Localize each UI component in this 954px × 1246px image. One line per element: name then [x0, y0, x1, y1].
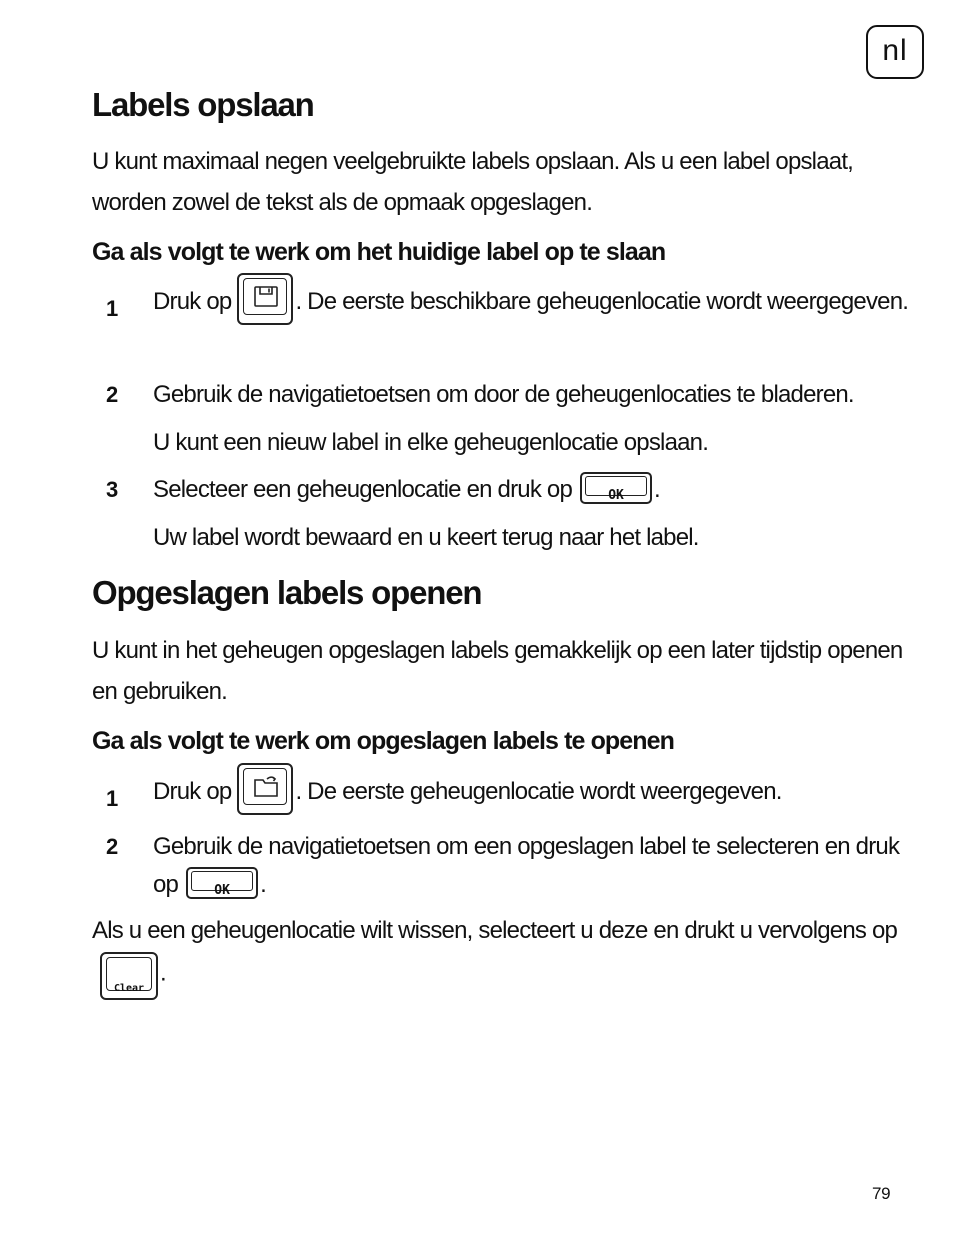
- step-text: Selecteer een geheugenlocatie en druk op: [153, 476, 573, 503]
- step-number: 2: [106, 382, 118, 407]
- clear-key-icon: [100, 952, 158, 1000]
- step-text: . De eerste geheugenlocatie wordt weergegeven.: [295, 778, 782, 805]
- save-step-2-note: U kunt een nieuw label in elke geheugenlocatie opslaan.: [153, 429, 709, 456]
- intro-paragraph-1: U kunt maximaal negen veelgebruikte labels opslaan. Als u een label opslaat, worden zowel de tekst als de opmaak opgeslagen.: [92, 148, 854, 216]
- ok-key-label: OK: [214, 882, 230, 898]
- step-number: 1: [106, 786, 118, 811]
- save-key-icon: [237, 273, 293, 325]
- ok-key-label: OK: [608, 487, 624, 503]
- ok-key-icon: [186, 867, 258, 899]
- clear-paragraph: [92, 912, 912, 998]
- clear-text: Als u een geheugenlocatie wilt wissen, selecteert u deze en drukt u vervolgens op: [92, 917, 898, 944]
- step-text: .: [260, 871, 266, 898]
- open-folder-key-icon: [237, 763, 293, 815]
- intro-paragraph-2: U kunt in het geheugen opgeslagen labels gemakkelijk op een later tijdstip openen en gebruiken.: [92, 637, 903, 705]
- subheading-save-steps: Ga als volgt te werk om het huidige label op te slaan: [92, 238, 666, 266]
- step-number: 3: [106, 477, 118, 502]
- heading-opgeslagen-labels-openen: Opgeslagen labels openen: [92, 574, 482, 611]
- subheading-open-steps: Ga als volgt te werk om opgeslagen labels te openen: [92, 727, 675, 755]
- step-text: Gebruik de navigatietoetsen om door de geheugenlocaties te bladeren.: [153, 381, 854, 408]
- step-text: Druk op: [153, 288, 232, 315]
- step-text: .: [654, 476, 660, 503]
- step-number: 2: [106, 834, 118, 859]
- clear-key-label: Clear: [113, 983, 145, 994]
- ok-key-icon: [580, 472, 652, 504]
- language-tab: nl: [866, 25, 924, 79]
- heading-labels-opslaan: Labels opslaan: [92, 86, 314, 123]
- step-text: Druk op: [153, 778, 232, 805]
- step-text: . De eerste beschikbare geheugenlocatie wordt weergegeven.: [295, 288, 909, 315]
- step-number: 1: [106, 296, 118, 321]
- save-step-3-note: Uw label wordt bewaard en u keert terug naar het label.: [153, 524, 699, 551]
- clear-text-end: .: [160, 959, 166, 987]
- step-text: Gebruik de navigatietoetsen om een opgeslagen label te selecteren en druk op: [153, 833, 900, 898]
- page-number: 79: [872, 1184, 891, 1203]
